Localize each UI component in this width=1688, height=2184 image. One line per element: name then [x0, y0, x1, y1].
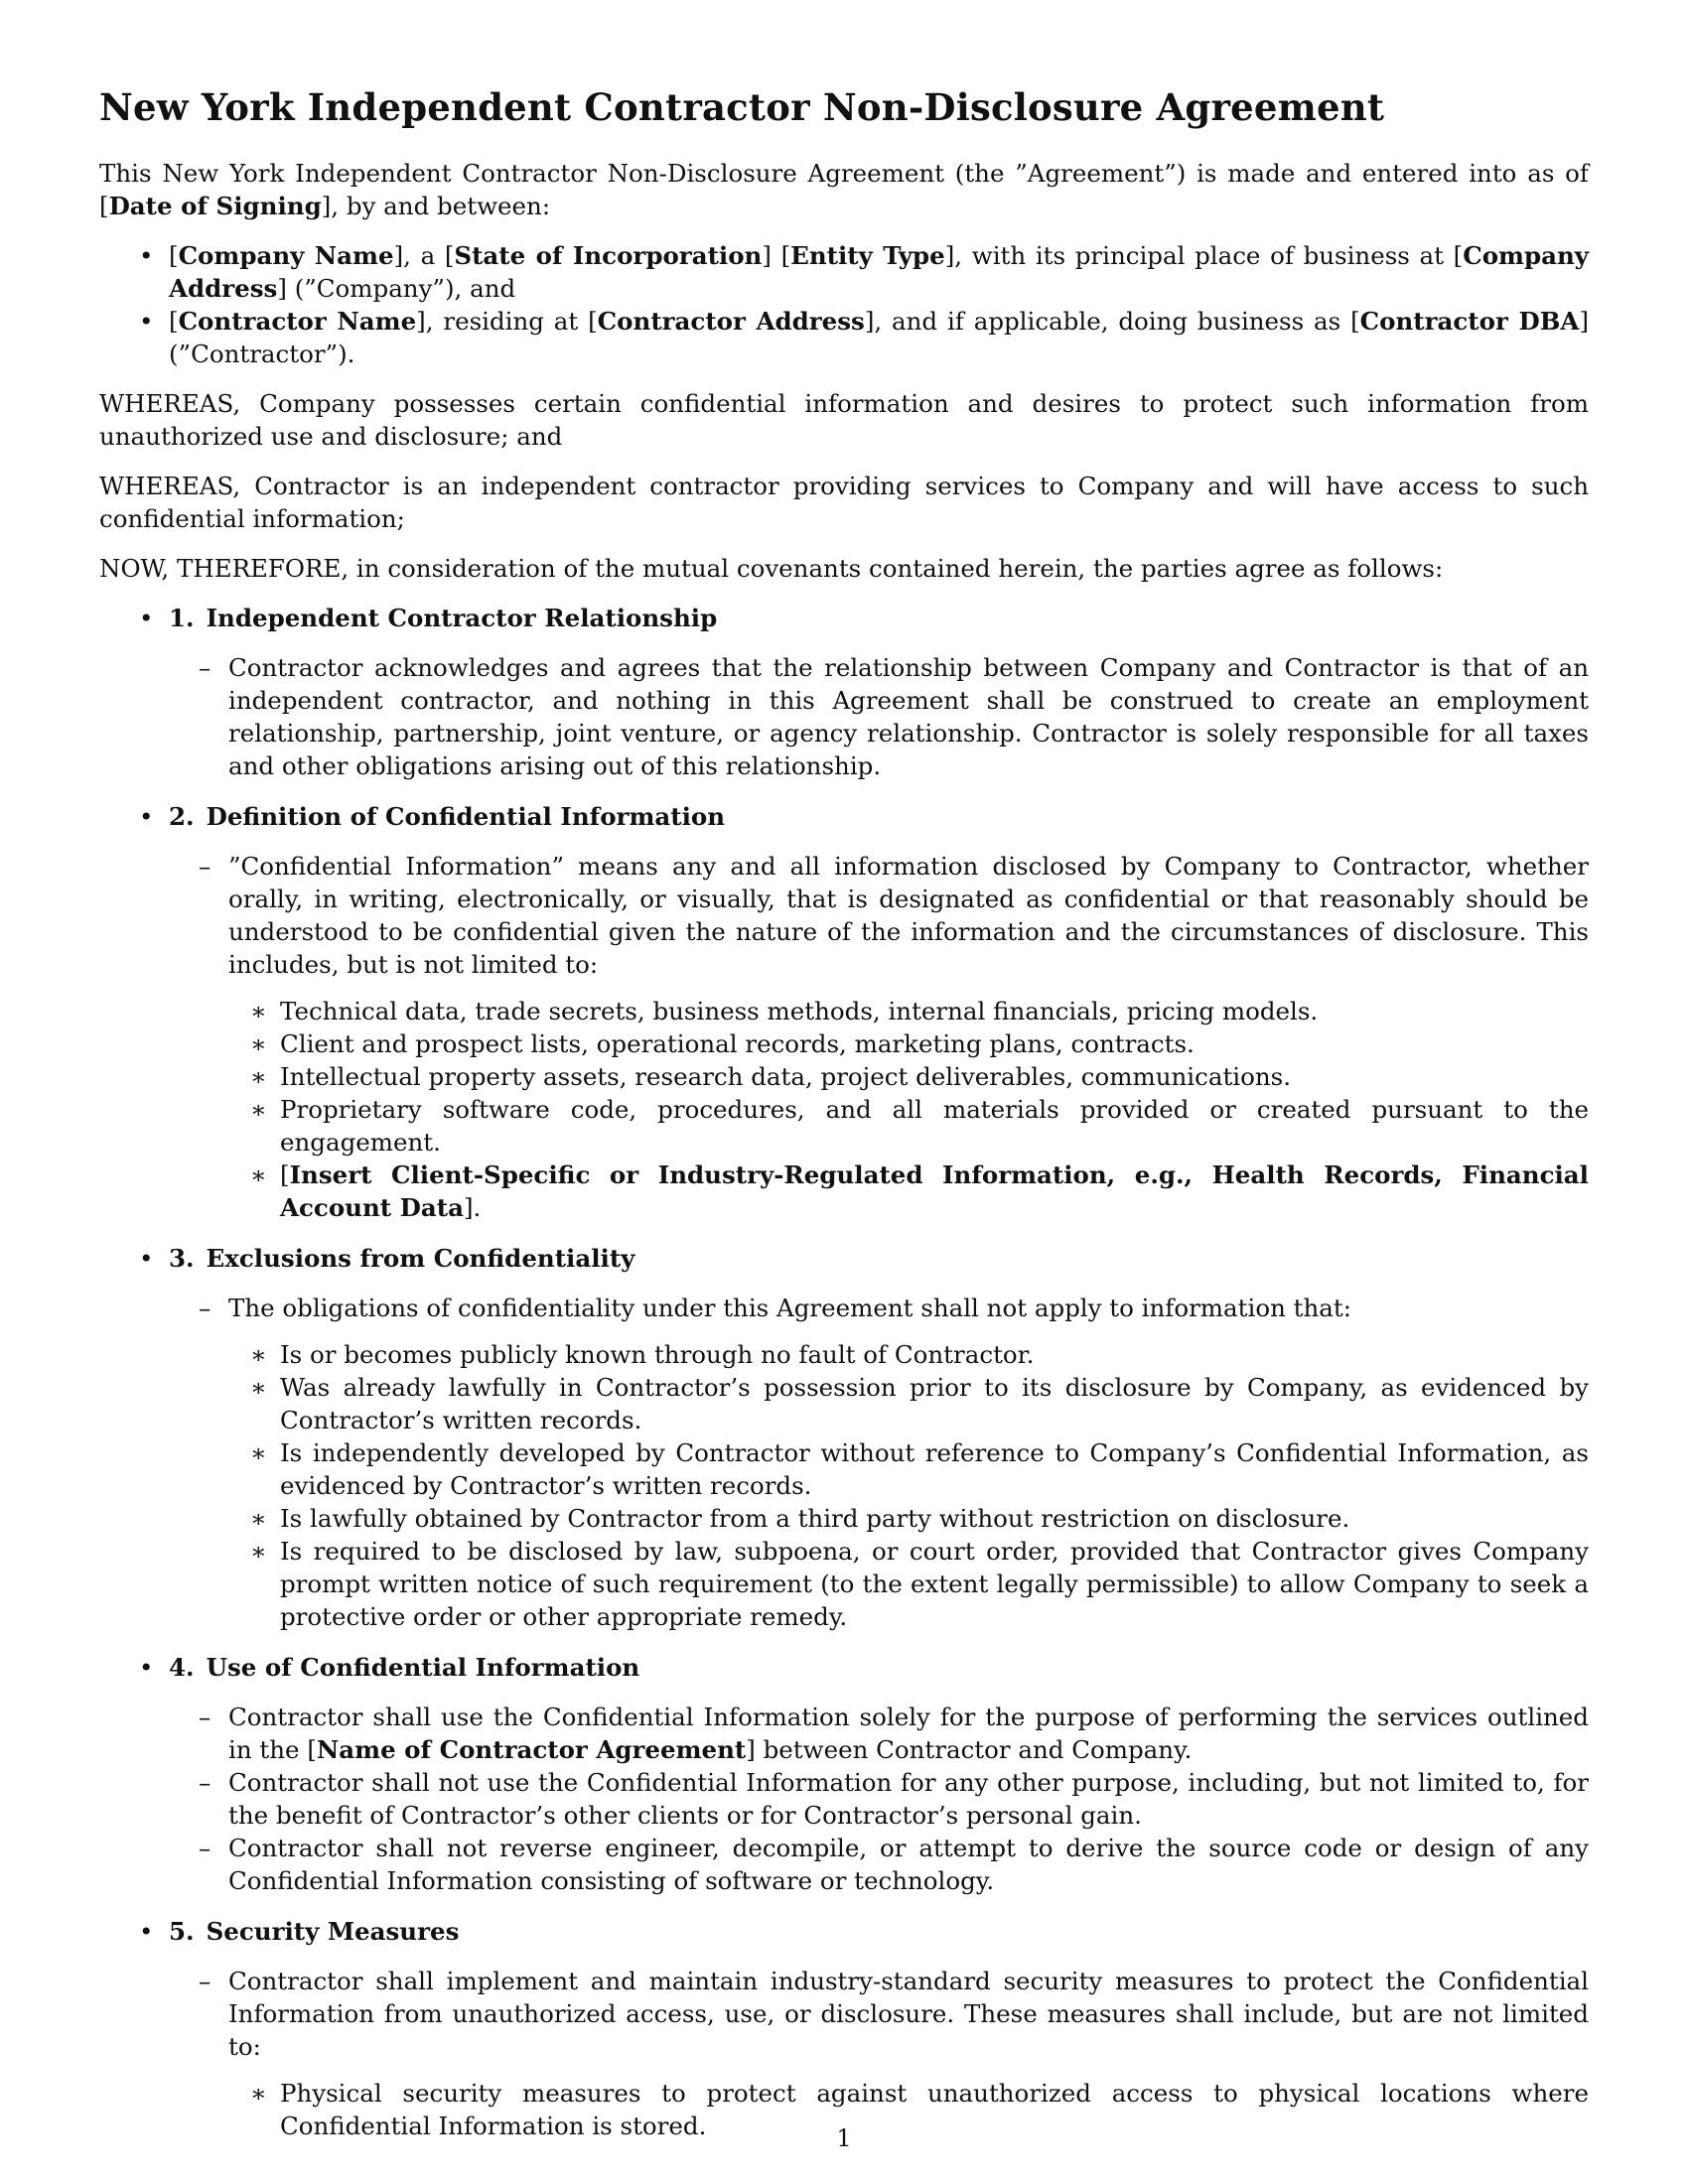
- now-therefore-paragraph: NOW, THEREFORE, in consideration of the mutual covenants contained herein, the parties agree as follows:: [99, 554, 1444, 583]
- section-heading: • 5. Security Measures: [99, 1915, 1589, 1948]
- company-address-field: Company Address: [169, 241, 1590, 303]
- intro-text: This New York Independent Contractor Non-Disclosure Agreement (the ”Agreement”) is made and entered into as of [: [99, 159, 1589, 220]
- sub-list: [99, 995, 1589, 1224]
- section-4: [99, 1651, 1589, 1897]
- company-name-field: Company Name: [178, 241, 394, 270]
- sub-item: ∗ Is independently developed by Contractor without reference to Company’s Confidential Information, as evidenced by Contractor’s written records.: [99, 1436, 1589, 1502]
- contractor-name-field: Contractor Name: [178, 307, 417, 336]
- section-clause: – The obligations of confidentiality under this Agreement shall not apply to information that:: [99, 1292, 1589, 1324]
- section-clause: – Contractor shall use the Confidential Information solely for the purpose of performing the services outlined in the [Name of Contractor Agreement] between Contractor and Company.: [99, 1701, 1589, 1766]
- intro-text-end: ], by and between:: [321, 192, 551, 220]
- entity-type-field: Entity Type: [790, 241, 945, 270]
- contractor-dba-field: Contractor DBA: [1359, 307, 1580, 336]
- sub-item: ∗ Technical data, trade secrets, business methods, internal financials, pricing models.: [99, 995, 1589, 1027]
- sub-item: ∗ Intellectual property assets, research data, project deliverables, communications.: [99, 1060, 1589, 1093]
- page-number: 1: [836, 2124, 852, 2152]
- whereas-paragraph-1: WHEREAS, Company possesses certain confidential information and desires to protect such information from unauthorized use and disclosure; and: [99, 389, 1589, 451]
- section-1: [99, 602, 1589, 782]
- section-3: [99, 1242, 1589, 1633]
- section-clause: – Contractor shall implement and maintain industry-standard security measures to protect the Confidential Information from unauthorized access, use, or disclosure. These measures shall include, but are not limited to:: [99, 1965, 1589, 2063]
- section-heading: • 4. Use of Confidential Information: [99, 1651, 1589, 1684]
- section-2: [99, 800, 1589, 1224]
- custom-info-field: Insert Client-Specific or Industry-Regulated Information, e.g., Health Records, Financial Account Data: [280, 1160, 1589, 1222]
- section-5: [99, 1915, 1589, 2142]
- date-of-signing-field: Date of Signing: [108, 192, 322, 220]
- party-contractor: • [Contractor Name], residing at [Contractor Address], and if applicable, doing business as [Contractor DBA] (”Contractor”).: [99, 305, 1589, 370]
- party-company: • [Company Name], a [State of Incorporation] [Entity Type], with its principal place of business at [Company Address] (”Company”), and: [99, 239, 1589, 305]
- state-of-incorporation-field: State of Incorporation: [454, 241, 763, 270]
- section-heading: • 3. Exclusions from Confidentiality: [99, 1242, 1589, 1275]
- sub-list: [99, 1338, 1589, 1633]
- section-clause: – Contractor shall not use the Confidential Information for any other purpose, including, but not limited to, for the benefit of Contractor’s other clients or for Contractor’s personal gain.: [99, 1766, 1589, 1832]
- document-title: New York Independent Contractor Non-Disclosure Agreement: [99, 85, 1385, 129]
- section-clause: – ”Confidential Information” means any and all information disclosed by Company to Contractor, whether orally, in writing, electronically, or visually, that is designated as confidential or that reasonably should be understood to be confidential given the nature of the information and the circumstances of disclosure. This includes, but is not limited to:: [99, 850, 1589, 981]
- sub-item: ∗ Client and prospect lists, operational records, marketing plans, contracts.: [99, 1027, 1589, 1060]
- sub-item: ∗ Was already lawfully in Contractor’s possession prior to its disclosure by Company, as evidenced by Contractor’s written records.: [99, 1371, 1589, 1436]
- section-heading: • 2. Definition of Confidential Information: [99, 800, 1589, 833]
- section-heading: • 1. Independent Contractor Relationship: [99, 602, 1589, 634]
- section-clause: – Contractor shall not reverse engineer, decompile, or attempt to derive the source code or design of any Confidential Information consisting of software or technology.: [99, 1832, 1589, 1897]
- intro-paragraph: [99, 157, 1589, 222]
- sub-item: ∗ Proprietary software code, procedures, and all materials provided or created pursuant to the engagement.: [99, 1093, 1589, 1159]
- sub-item: ∗ Is lawfully obtained by Contractor from a third party without restriction on disclosure.: [99, 1502, 1589, 1535]
- contractor-agreement-name-field: Name of Contractor Agreement: [316, 1735, 747, 1764]
- section-clause: – Contractor acknowledges and agrees that the relationship between Company and Contractor is that of an independent contractor, and nothing in this Agreement shall be construed to create an employment relationship, partnership, joint venture, or agency relationship. Contractor is solely responsible for all taxes and other obligations arising out of this relationship.: [99, 651, 1589, 782]
- parties-list: [99, 239, 1589, 370]
- sub-item: ∗ [Insert Client-Specific or Industry-Regulated Information, e.g., Health Records, Financial Account Data].: [99, 1159, 1589, 1224]
- whereas-paragraph-2: WHEREAS, Contractor is an independent contractor providing services to Company and will have access to such confidential information;: [99, 472, 1589, 533]
- sub-item: ∗ Is or becomes publicly known through no fault of Contractor.: [99, 1338, 1589, 1371]
- sub-item: ∗ Is required to be disclosed by law, subpoena, or court order, provided that Contractor gives Company prompt written notice of such requirement (to the extent legally permissible) to allow Company to seek a protective order or other appropriate remedy.: [99, 1535, 1589, 1633]
- document-page: [99, 85, 1589, 2160]
- contractor-address-field: Contractor Address: [597, 307, 865, 336]
- sub-item: ∗ Physical security measures to protect against unauthorized access to physical locations where Confidential Information is stored.: [99, 2077, 1589, 2142]
